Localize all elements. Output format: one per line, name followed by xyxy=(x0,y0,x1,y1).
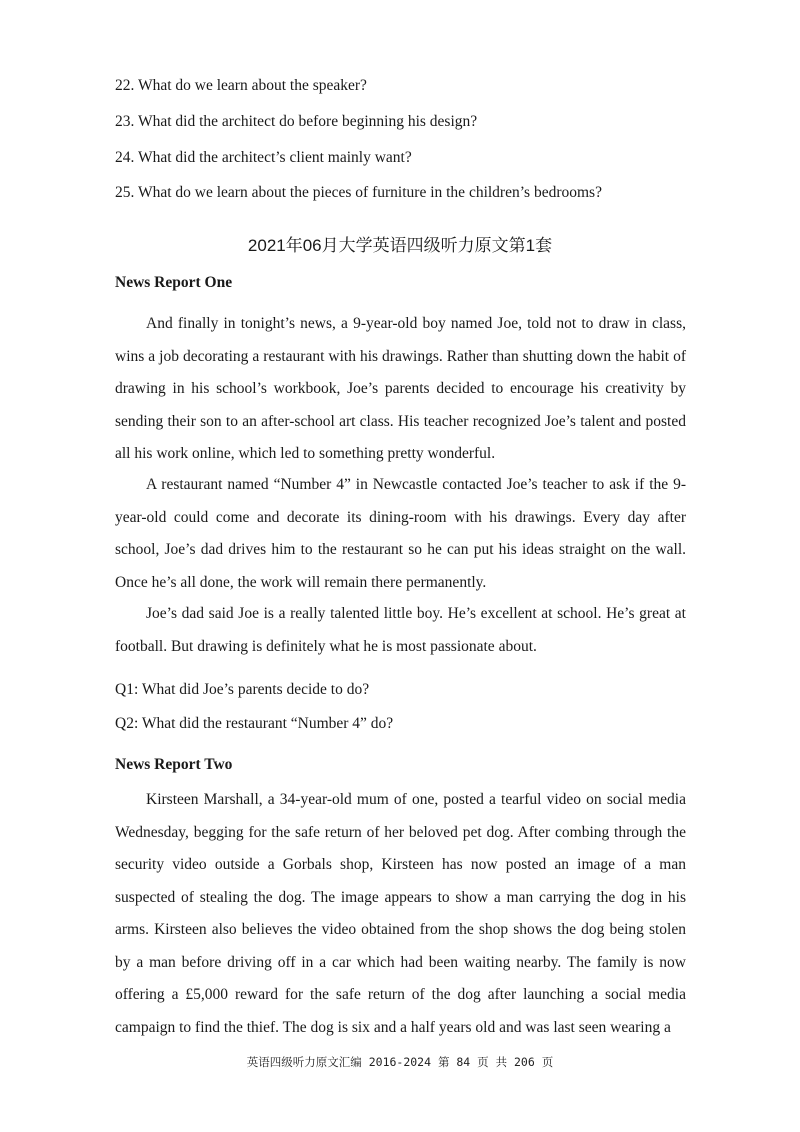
report-one-question-2: Q2: What did the restaurant “Number 4” do? xyxy=(115,715,394,732)
question-25: 25. What do we learn about the pieces of furniture in the children’s bedrooms? xyxy=(115,184,602,201)
question-22: 22. What do we learn about the speaker? xyxy=(115,77,367,94)
section-title: 2021年06月大学英语四级听力原文第1套 xyxy=(247,236,553,255)
question-23: 23. What did the architect do before beginning his design? xyxy=(115,113,478,130)
report-one-heading: News Report One xyxy=(115,274,233,291)
report-one-paragraph-1: And finally in tonight’s news, a 9-year-old boy named Joe, told not to draw in class, wins a job decorating a restaurant with his drawings. Rather than shutting down the habit of drawing in his school’s workbook, Joe’s parents decided to encourage his creativity by sending their son to an after-school art class. His teacher recognized Joe’s talent and posted all his work online, which led to something pretty wonderful. xyxy=(115,315,686,462)
report-one-paragraph-2: A restaurant named “Number 4” in Newcastle contacted Joe’s teacher to ask if the 9-year-old could come and decorate its dining-room with his drawings. Every day after school, Joe’s dad drives him to the restaurant so he can put his ideas straight on the wall. Once he’s all done, the work will remain there permanently. xyxy=(115,476,686,591)
report-two-paragraph-1: Kirsteen Marshall, a 34-year-old mum of one, posted a tearful video on social media Wednesday, begging for the safe return of her beloved pet dog. After combing through the security video outside a Gorbals shop, Kirsteen has now posted an image of a man suspected of stealing the dog. The image appears to show a man carrying the dog in his arms. Kirsteen also believes the video obtained from the shop shows the dog being stolen by a man before driving off in a car which had been waiting nearby. The family is now offering a £5,000 reward for the safe return of the dog after launching a social media campaign to find the thief. The dog is six and a half years old and was last seen wearing a xyxy=(115,791,686,1036)
report-two-heading: News Report Two xyxy=(115,756,233,773)
report-one-question-1: Q1: What did Joe’s parents decide to do? xyxy=(115,681,370,698)
report-one-paragraph-3: Joe’s dad said Joe is a really talented little boy. He’s excellent at school. He’s great at football. But drawing is definitely what he is most passionate about. xyxy=(115,605,686,655)
page-footer: 英语四级听力原文汇编 2016-2024 第 84 页 共 206 页 xyxy=(246,1055,554,1069)
question-24: 24. What did the architect’s client mainly want? xyxy=(115,149,412,166)
